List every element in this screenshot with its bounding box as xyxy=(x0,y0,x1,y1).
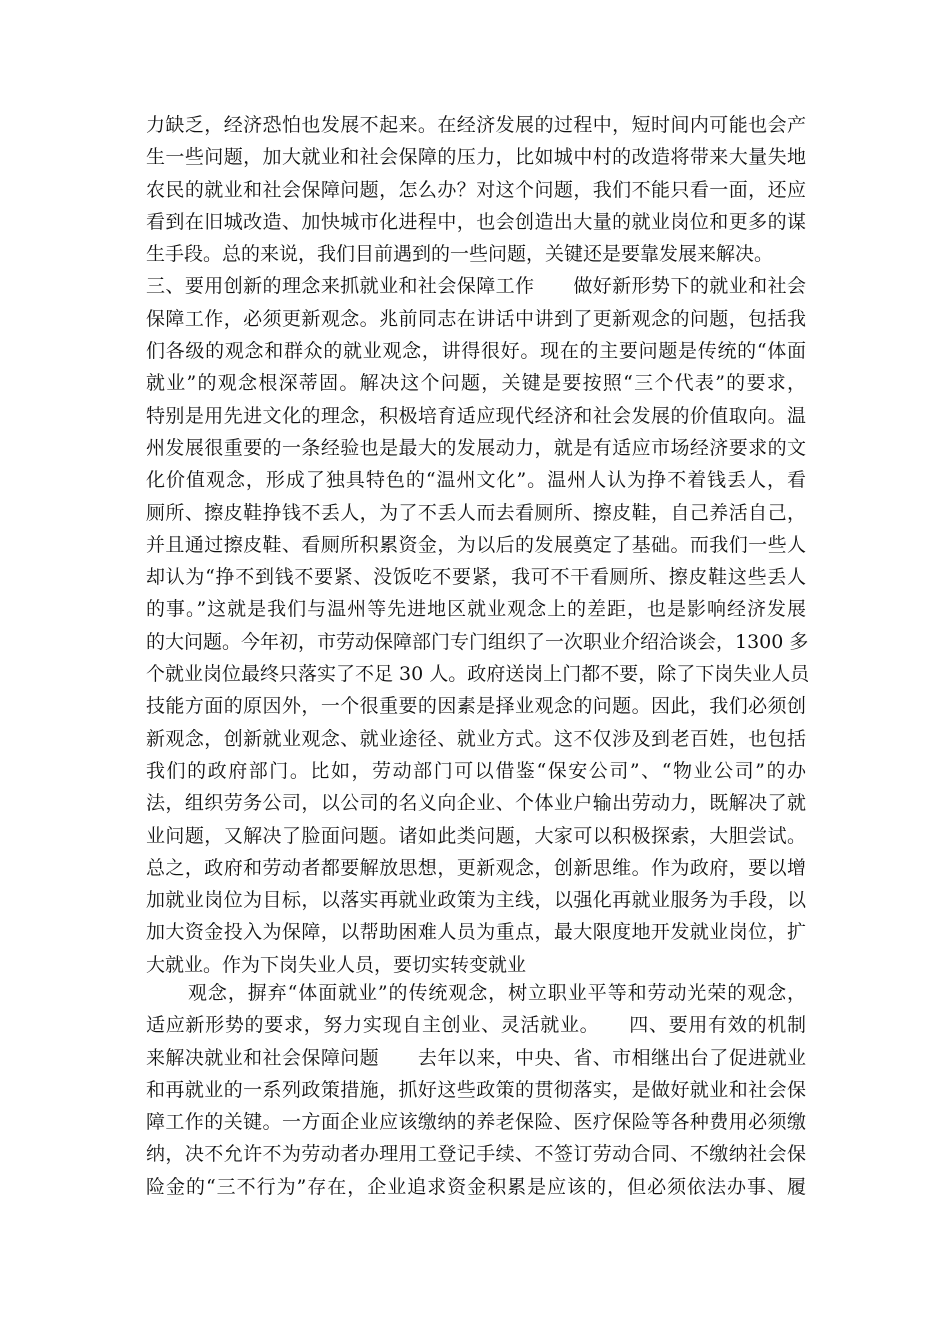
text-line: 就业”的观念根深蒂固。解决这个问题，关键是要按照“三个代表”的要求， xyxy=(146,372,806,395)
text-line: 生一些问题，加大就业和社会保障的压力，比如城中村的改造将带来大量失地 xyxy=(146,146,806,169)
text-line: 来解决就业和社会保障问题 去年以来，中央、省、市相继出台了促进就业 xyxy=(146,1046,806,1069)
text-line: 并且通过擦皮鞋、看厕所积累资金，为以后的发展奠定了基础。而我们一些人 xyxy=(146,533,806,556)
text-line: 特别是用先进文化的理念，积极培育适应现代经济和社会发展的价值取向。温 xyxy=(146,404,806,427)
text-line: 看到在旧城改造、加快城市化进程中，也会创造出大量的就业岗位和更多的谋 xyxy=(146,210,806,233)
text-line: 观念，摒弃“体面就业”的传统观念，树立职业平等和劳动光荣的观念， xyxy=(188,982,806,1004)
text-line: 们各级的观念和群众的就业观念，讲得很好。现在的主要问题是传统的“体面 xyxy=(146,340,806,363)
text-line: 的大问题。今年初，市劳动保障部门专门组织了一次职业介绍洽谈会，1300 多 xyxy=(146,630,809,653)
text-line: 新观念，创新就业观念、就业途径、就业方式。这不仅涉及到老百姓，也包括 xyxy=(146,727,806,750)
text-line: 法，组织劳务公司，以公司的名义向企业、个体业户输出劳动力，既解决了就 xyxy=(146,792,806,815)
text-line: 保障工作，必须更新观念。兆前同志在讲话中讲到了更新观念的问题，包括我 xyxy=(146,307,806,330)
text-line: 农民的就业和社会保障问题，怎么办？对这个问题，我们不能只看一面，还应 xyxy=(146,178,806,201)
text-line: 总之，政府和劳动者都要解放思想，更新观念，创新思维。作为政府，要以增 xyxy=(146,856,806,879)
text-line: 三、要用创新的理念来抓就业和社会保障工作 做好新形势下的就业和社会 xyxy=(146,275,806,298)
text-line: 适应新形势的要求，努力实现自主创业、灵活就业。 四、要用有效的机制 xyxy=(146,1014,806,1037)
text-line: 个就业岗位最终只落实了不足 30 人。政府送岗上门都不要，除了下岗失业人员 xyxy=(146,663,810,686)
text-line: 加大资金投入为保障，以帮助困难人员为重点，最大限度地开发就业岗位，扩 xyxy=(146,921,806,944)
text-line: 加就业岗位为目标，以落实再就业政策为主线，以强化再就业服务为手段，以 xyxy=(146,889,806,912)
text-line: 障工作的关键。一方面企业应该缴纳的养老保险、医疗保险等各种费用必须缴 xyxy=(146,1111,806,1134)
paragraph-block-2 xyxy=(146,977,806,1203)
paragraph-block-1 xyxy=(146,109,810,981)
text-line: 厕所、擦皮鞋挣钱不丢人，为了不丢人而去看厕所、擦皮鞋，自己养活自己， xyxy=(146,501,806,524)
text-line: 和再就业的一系列政策措施，抓好这些政策的贯彻落实，是做好就业和社会保 xyxy=(146,1078,806,1101)
text-line: 险金的“三不行为”存在，企业追求资金积累是应该的，但必须依法办事、履 xyxy=(146,1175,806,1198)
text-line: 纳，决不允许不为劳动者办理用工登记手续、不签订劳动合同、不缴纳社会保 xyxy=(146,1143,806,1166)
text-line: 生手段。总的来说，我们目前遇到的一些问题，关键还是要靠发展来解决。 xyxy=(146,243,774,266)
text-line: 的事。”这就是我们与温州等先进地区就业观念上的差距，也是影响经济发展 xyxy=(146,598,806,621)
text-line: 技能方面的原因外，一个很重要的因素是择业观念的问题。因此，我们必须创 xyxy=(146,695,806,718)
text-line: 我们的政府部门。比如，劳动部门可以借鉴“保安公司”、“物业公司”的办 xyxy=(146,759,806,782)
text-line: 力缺乏，经济恐怕也发展不起来。在经济发展的过程中，短时间内可能也会产 xyxy=(146,114,806,136)
text-line: 却认为“挣不到钱不要紧、没饭吃不要紧，我可不干看厕所、擦皮鞋这些丢人 xyxy=(146,566,806,589)
text-line: 业问题，又解决了脸面问题。诸如此类问题，大家可以积极探索，大胆尝试。 xyxy=(146,824,806,847)
text-line: 州发展很重要的一条经验也是最大的发展动力，就是有适应市场经济要求的文 xyxy=(146,436,806,459)
text-line: 大就业。作为下岗失业人员，要切实转变就业 xyxy=(146,953,527,976)
text-line: 化价值观念，形成了独具特色的“温州文化”。温州人认为挣不着钱丢人，看 xyxy=(146,469,806,492)
